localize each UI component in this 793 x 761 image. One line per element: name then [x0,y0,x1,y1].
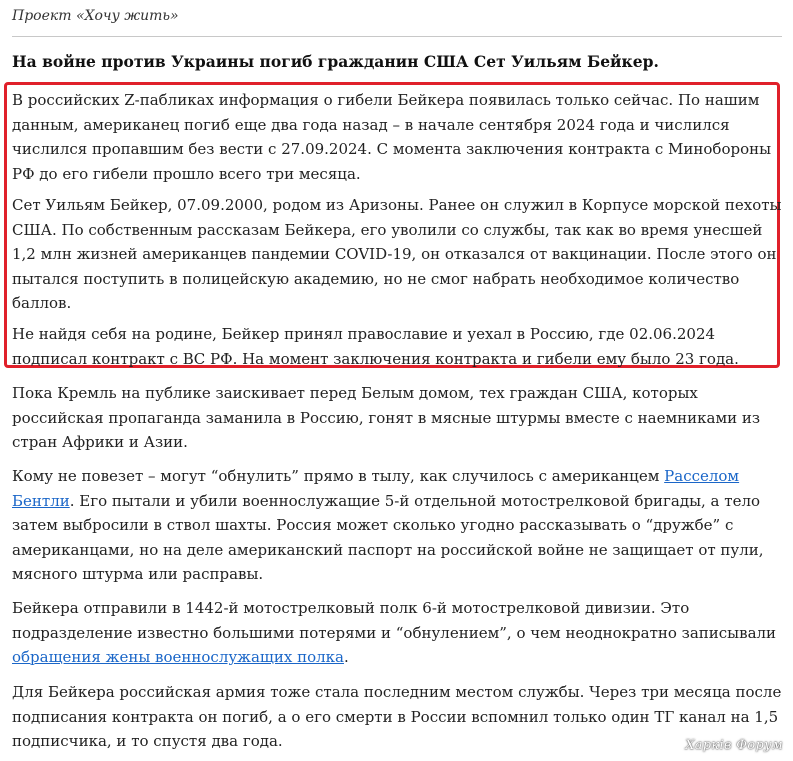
paragraph-4: Пока Кремль на публике заискивает перед Белым домом, тех граждан США, которых российская пропаганда заманила в Россию, гонят в мясные штурмы вместе с наемниками из стран Африки и Азии. [12,384,761,451]
russell-bentley-link[interactable]: Расселом Бентли [12,467,740,510]
paragraph-1: В российских Z-пабликах информация о гибели Бейкера появилась только сейчас. По нашим данным, американец погиб еще два года назад – в начале сентября 2024 года и числился числился пропавшим без вести с 27.09.2024. С момента заключения контракта с Минобороны РФ до его гибели прошло всего три месяца. [12,91,772,183]
paragraph-5-text-before: Кому не повезет – могут “обнулить” прямо в тылу, как случилось с американцем [12,467,665,485]
paragraph-2: Сет Уильям Бейкер, 07.09.2000, родом из Аризоны. Ранее он служил в Корпусе морской пехоты США. По собственным рассказам Бейкера, его уволили со службы, так как во время унесшей 1,2 млн жизней американцев пандемии COVID-19, он отказался от вакцинации. После этого он пытался поступить в полицейскую академию, но не смог набрать необходимое количество баллов. [12,196,782,312]
paragraph-6-text-after: . [343,648,349,666]
paragraph-6 [12,596,784,670]
wives-appeals-link[interactable]: обращения жены военнослужащих полка [12,648,344,666]
header-divider [12,36,782,37]
project-label: Проект «Хочу жить» [12,8,179,24]
paragraph-5-text-after: . Его пытали и убили военнослужащие 5-й отдельной мотострелковой бригады, а тело затем выбросили в ствол шахты. Россия может сколько угодно рассказывать о “дружбе” с американцами, но на деле американский паспорт на российской войне не защищает от пули, мясного штурма или расправы. [12,491,764,583]
paragraph-3: Не найдя себя на родине, Бейкер принял православие и уехал в Россию, где 02.06.2024 подписал контракт с ВС РФ. На момент заключения контракта и гибели ему было 23 года. [12,325,739,368]
paragraph-6-text-before: Бейкера отправили в 1442-й мотострелковый полк 6-й мотострелковой дивизии. Это подразделение известно большими потерями и “обнулением”, о чем неоднократно записывали [12,599,777,642]
paragraph-5 [12,464,784,587]
forum-watermark: Харків Форум [685,738,783,753]
paragraph-7: Для Бейкера российская армия тоже стала последним местом службы. Через три месяца после подписания контракта он погиб, а о его смерти в России вспомнил только один ТГ канал на 1,5 подписчика, и то спустя два года. [12,683,782,750]
article-headline: На войне против Украины погиб гражданин США Сет Уильям Бейкер. [12,52,659,71]
